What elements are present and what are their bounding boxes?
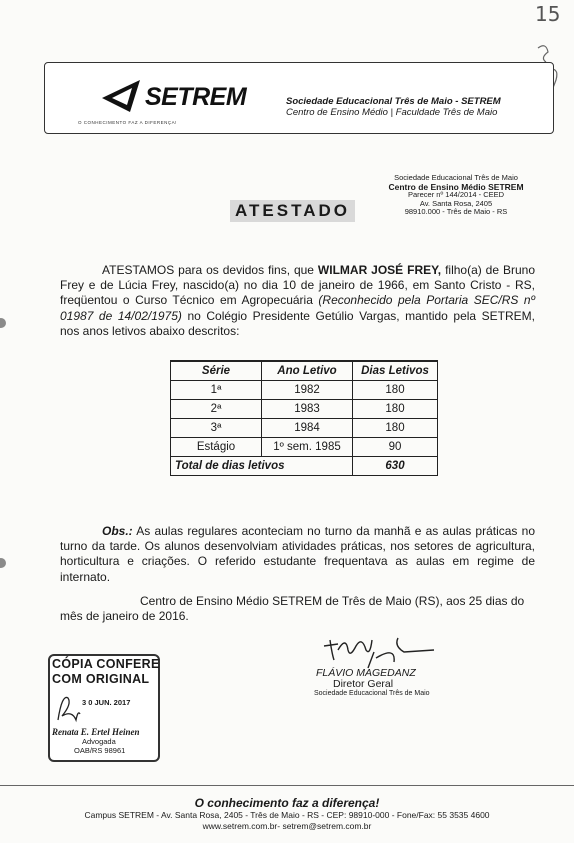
lawyer-signature-icon — [54, 690, 82, 726]
lawyer-oab: OAB/RS 98961 — [74, 746, 126, 755]
table-cell: 3ª — [171, 419, 262, 438]
director-signature-icon — [318, 628, 458, 672]
copy-stamp-line-1: CÓPIA CONFERE — [52, 657, 160, 671]
place-and-date — [60, 594, 535, 624]
setrem-logo-icon — [100, 78, 144, 114]
body-text-a: ATESTAMOS para os devidos fins, que — [102, 263, 318, 277]
table-row — [171, 400, 438, 419]
director-name: FLÁVIO MAGEDANZ — [316, 667, 416, 679]
table-total-row — [171, 457, 438, 476]
punch-hole-bottom — [0, 558, 6, 568]
table-cell: 1ª — [171, 381, 262, 400]
punch-hole-top — [0, 318, 6, 328]
col-header-serie: Série — [171, 361, 262, 381]
table-cell: 180 — [353, 400, 438, 419]
copy-stamp-line-2: COM ORIGINAL — [52, 672, 150, 686]
table-header-row — [171, 361, 438, 381]
table-cell: 1983 — [262, 400, 353, 419]
table-cell: Estágio — [171, 438, 262, 457]
place-date-text: Centro de Ensino Médio SETREM de Três de Maio (RS), aos 25 dias do mês de janeiro de 2016. — [60, 594, 525, 624]
body-text-c: no Colégio Presidente Getúlio Vargas, mantido pela SETREM, nos anos letivos abaixo descritos: — [60, 308, 535, 338]
student-name: WILMAR JOSÉ FREY, — [317, 263, 442, 277]
stamp-line-3: Parecer nº 144/2014 - CEED — [407, 190, 505, 200]
recognition-note: (Reconhecido pela Portaria SEC/RS nº 01987 de 14/02/1975) — [60, 293, 535, 323]
stamp-line-1: Sociedade Educacional Três de Maio — [394, 173, 518, 182]
observations-paragraph — [60, 524, 535, 585]
stamp-line-2: Centro de Ensino Médio SETREM — [388, 181, 524, 192]
attestation-paragraph — [60, 263, 535, 339]
col-header-dias: Dias Letivos — [353, 361, 438, 381]
table-cell: 180 — [353, 419, 438, 438]
total-label: Total de dias letivos — [171, 457, 353, 476]
table-row — [171, 419, 438, 438]
table-cell: 1º sem. 1985 — [262, 438, 353, 457]
table-cell: 2ª — [171, 400, 262, 419]
logo-tagline: O CONHECIMENTO FAZ A DIFERENÇA! — [78, 120, 177, 125]
header-line-2: Centro de Ensino Médio | Faculdade Três de Maio — [286, 107, 498, 118]
table-cell: 1982 — [262, 381, 353, 400]
body-text-b: filho(a) de Bruno Frey e de Lúcia Frey, nascido(a) no dia 10 de janeiro de 1966, em Santo Cristo - RS, freqüentou o Curso Técnico em Agropecuária — [60, 263, 535, 308]
col-header-ano: Ano Letivo — [262, 361, 353, 381]
lawyer-name: Renata E. Ertel Heinen — [52, 727, 140, 737]
table-row — [171, 381, 438, 400]
header-line-1: Sociedade Educacional Três de Maio - SETREM — [286, 96, 501, 107]
table-cell: 1984 — [262, 419, 353, 438]
institution-stamp — [376, 174, 536, 217]
stamp-line-4: Av. Santa Rosa, 2405 — [419, 198, 493, 208]
footer-slogan: O conhecimento faz a diferença! — [194, 796, 380, 810]
obs-text: As aulas regulares aconteciam no turno da manhã e as aulas práticas no turno da tarde. Os alunos desenvolviam atividades práticas, nos setores de agricultura, horticultura e criações. O referido estudante frequentava as aulas em regime de internato. — [60, 524, 535, 584]
footer-divider — [0, 785, 574, 786]
director-org: Sociedade Educacional Três de Maio — [314, 690, 430, 697]
document-title: ATESTADO — [230, 200, 355, 222]
school-years-table — [170, 360, 438, 476]
stamp-line-5: 98910.000 - Três de Maio - RS — [404, 207, 508, 217]
director-role: Diretor Geral — [333, 678, 394, 690]
handwritten-page-number: 15 — [535, 2, 561, 26]
table-row — [171, 438, 438, 457]
copy-stamp-date: 3 0 JUN. 2017 — [82, 698, 131, 707]
lawyer-role: Advogada — [82, 737, 116, 746]
logo-text: SETREM — [145, 83, 247, 111]
table-cell: 90 — [353, 438, 438, 457]
table-cell: 180 — [353, 381, 438, 400]
footer-address: Campus SETREM - Av. Santa Rosa, 2405 - Três de Maio - RS - CEP: 98910-000 - Fone/Fax: 55 3535 4600 — [84, 810, 490, 820]
total-value: 630 — [353, 457, 438, 476]
footer-web: www.setrem.com.br- setrem@setrem.com.br — [202, 821, 372, 831]
obs-label: Obs.: — [102, 524, 133, 538]
